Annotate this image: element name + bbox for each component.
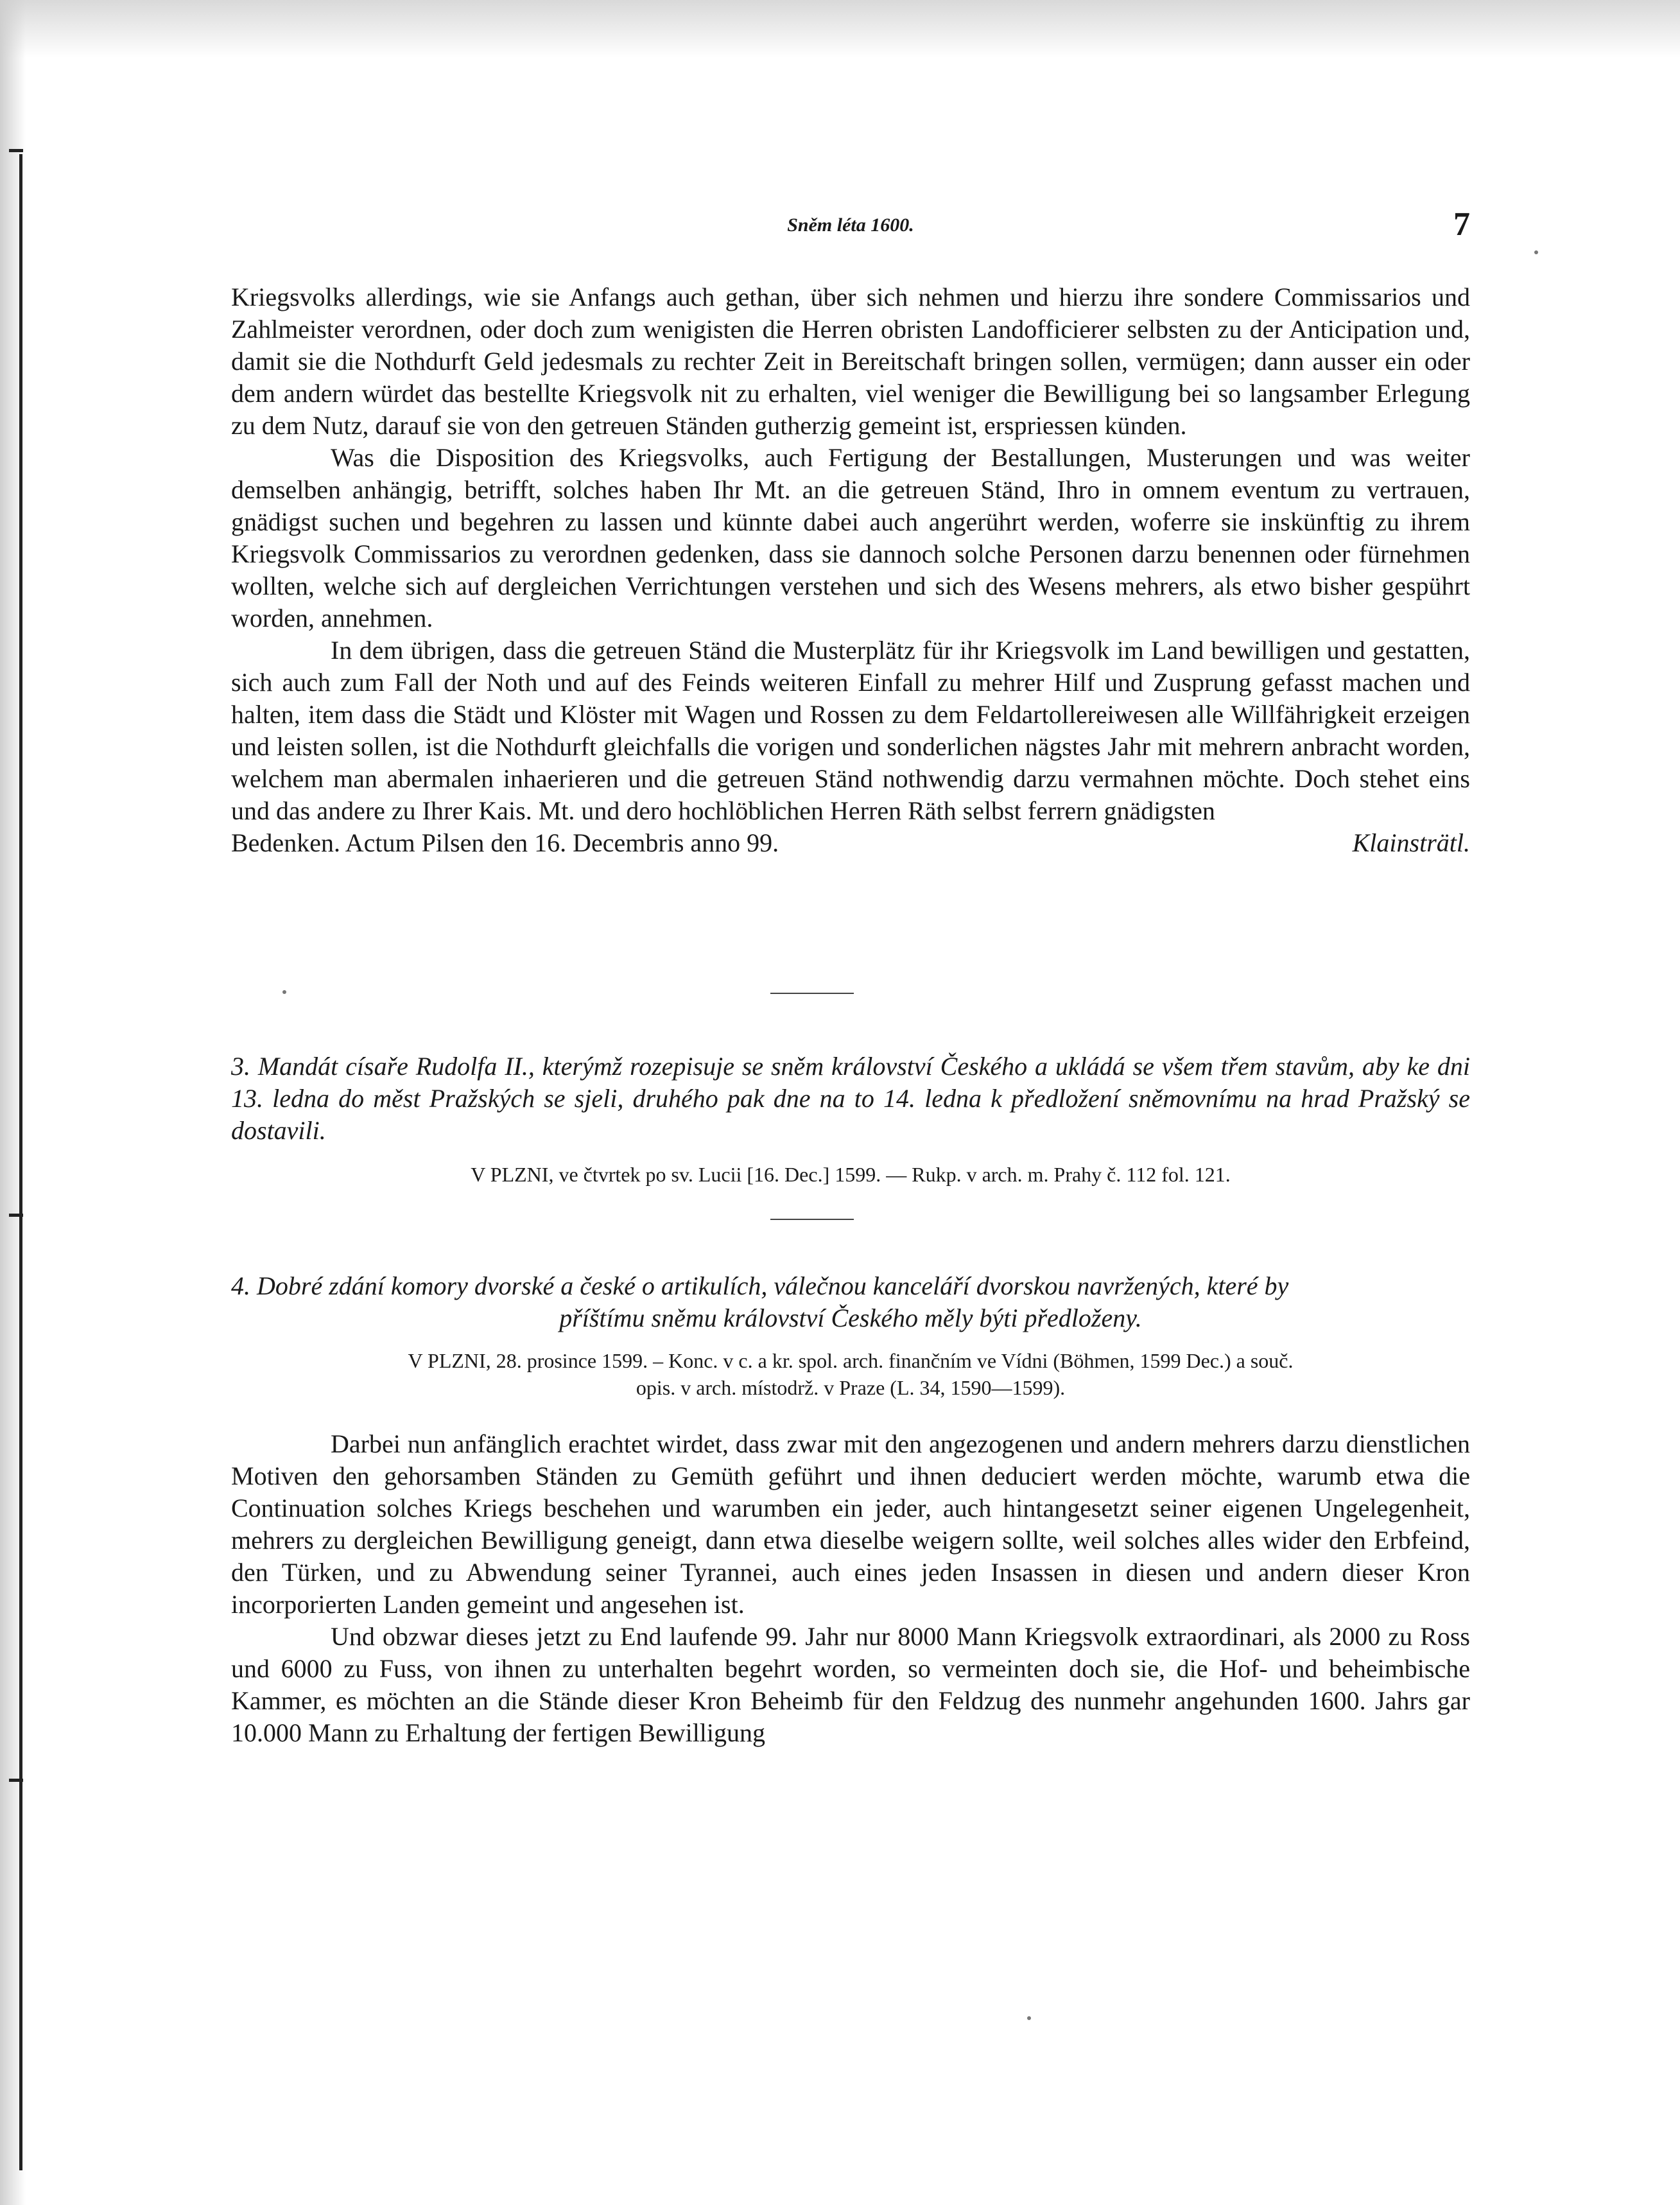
scan-shadow-top <box>0 0 1680 58</box>
document-4-heading <box>231 1270 1470 1334</box>
scan-speck <box>282 990 286 994</box>
section-divider <box>770 993 854 994</box>
page-number: 7 <box>1453 206 1470 243</box>
document-3-title: 3. Mandát císaře Rudolfa II., kterýmž rozepisuje se sněm království Českého a ukládá se všem třem stavům, aby ke dni 13. ledna do měst Pražských se sjeli, druhého pak dne na to 14. ledna k předložení sněmovnímu na hrad Pražský se dostavili. <box>231 1052 1470 1145</box>
paragraph: Und obzwar dieses jetzt zu End laufende 99. Jahr nur 8000 Mann Kriegsvolk extraordinari, als 2000 zu Ross und 6000 zu Fuss, von ihnen zu unterhalten begehrt worden, so vermeinten doch sie, die Hof- und beheimbische Kammer, es möchten an die Stände dieser Kron Beheimb für den Feldzug des nunmehr angehunden 1600. Jahrs gar 10.000 Mann zu Erhaltung der fertigen Bewilligung <box>231 1622 1470 1747</box>
document-4-source <box>231 1347 1470 1401</box>
document-4-source-line2: opis. v arch. místodrž. v Praze (L. 34, 1590—1599). <box>636 1376 1066 1399</box>
document-4-text <box>231 1428 1470 1749</box>
document-3-heading <box>231 1050 1470 1147</box>
document-4-title-line1: 4. Dobré zdání komory dvorské a české o artikulích, válečnou kanceláří dvorskou navržených, které by <box>231 1271 1289 1300</box>
page-header <box>231 205 1470 244</box>
document-4-title-line2: příštímu sněmu království Českého měly býti předloženy. <box>559 1303 1142 1332</box>
signature: Klainsträtl. <box>1352 828 1470 857</box>
paragraph: Kriegsvolks allerdings, wie sie Anfangs auch gethan, über sich nehmen und hierzu ihre sondere Commissarios und Zahlmeister verordnen, oder doch zum wenigisten die Herren obristen Landofficierer selbsten zu der Anticipation und, damit sie die Nothdurft Geld jedesmals zu rechter Zeit in Bereitschaft bringen sollen, vermügen; dann ausser ein oder dem andern würdet das bestellte Kriegsvolk nit zu erhalten, viel weniger die Bewilligung bei so langsamber Erlegung zu dem Nutz, darauf sie von den getreuen Ständen gutherzig gemeint ist, erspriessen künden. <box>231 283 1470 440</box>
closing-line <box>231 827 1470 859</box>
paragraph: Was die Disposition des Kriegsvolks, auch Fertigung der Bestallungen, Musterungen und was weiter demselben anhängig, betrifft, solches haben Ihr Mt. an die getreuen Ständ, Ihro in omnem eventum zu vertrauen, gnädigst suchen und begehren zu lassen und künnte dabei auch angerührt werden, woferre sie inskünftig zu ihrem Kriegsvolk Commissarios zu verordnen gedenken, dass sie dannoch solche Personen darzu benennen oder fürnehmen wollten, welche sich auf dergleichen Verrichtungen verstehen und sich des Wesens mehrers, als etwo bisher gespührt worden, annehmen. <box>231 443 1470 632</box>
paragraph: In dem übrigen, dass die getreuen Ständ die Musterplätz für ihr Kriegsvolk im Land bewilligen und gestatten, sich auch zum Fall der Noth und auf des Feinds weiteren Einfall zu mehrer Hilf und Zusprung gefasst machen und halten, item dass die Städt und Klöster mit Wagen und Rossen zu dem Feldartollereiwesen alle Willfährigkeit erzeigen und leisten sollen, ist die Nothdurft gleichfalls die vorigen und sonderlichen nägstes Jahr mit mehrern anbracht worden, welchem man abermalen inhaerieren und die getreuen Ständ nothwendig darzu vermahnen möchte. Doch stehet eins und das andere zu Ihrer Kais. Mt. und dero hochlöblichen Herren Räth selbst ferrern gnädigsten <box>231 636 1470 825</box>
binding-tick <box>9 1214 23 1217</box>
section-divider <box>770 1219 854 1220</box>
scan-speck <box>1534 250 1538 254</box>
paragraph: Darbei nun anfänglich erachtet wirdet, dass zwar mit den angezogenen und andern mehrers darzu dienstlichen Motiven den gehorsamben Ständen zu Gemüth geführt und ihnen deduciert werden möchte, warumb etwa die Continuation solches Kriegs beschehen und warumben ein jeder, auch hintangesetzt seiner eigenen Ungelegenheit, mehrers zu dergleichen Bewilligung geneigt, dann etwa dieselbe weigern sollte, weil solches alles wider den Erbfeind, den Türken, und zu Abwendung seiner Tyrannei, auch eines jeden Insassen in diesen und andern dieser Kron incorporierten Landen gemeint und angesehen ist. <box>231 1429 1470 1619</box>
scan-speck <box>1027 2016 1031 2020</box>
running-head: Sněm léta 1600. <box>787 214 914 236</box>
document-3-source: V PLZNI, ve čtvrtek po sv. Lucii [16. Dec.] 1599. — Rukp. v arch. m. Prahy č. 112 fol. 121. <box>471 1163 1231 1186</box>
binding-rule <box>19 154 22 2170</box>
continuation-text <box>231 281 1470 859</box>
binding-tick <box>9 149 23 152</box>
closing-date: Bedenken. Actum Pilsen den 16. Decembris anno 99. <box>231 828 779 857</box>
binding-tick <box>9 1779 23 1782</box>
document-4-source-line1: V PLZNI, 28. prosince 1599. – Konc. v c. a kr. spol. arch. finančním ve Vídni (Böhmen, 1599 Dec.) a souč. <box>408 1349 1294 1372</box>
